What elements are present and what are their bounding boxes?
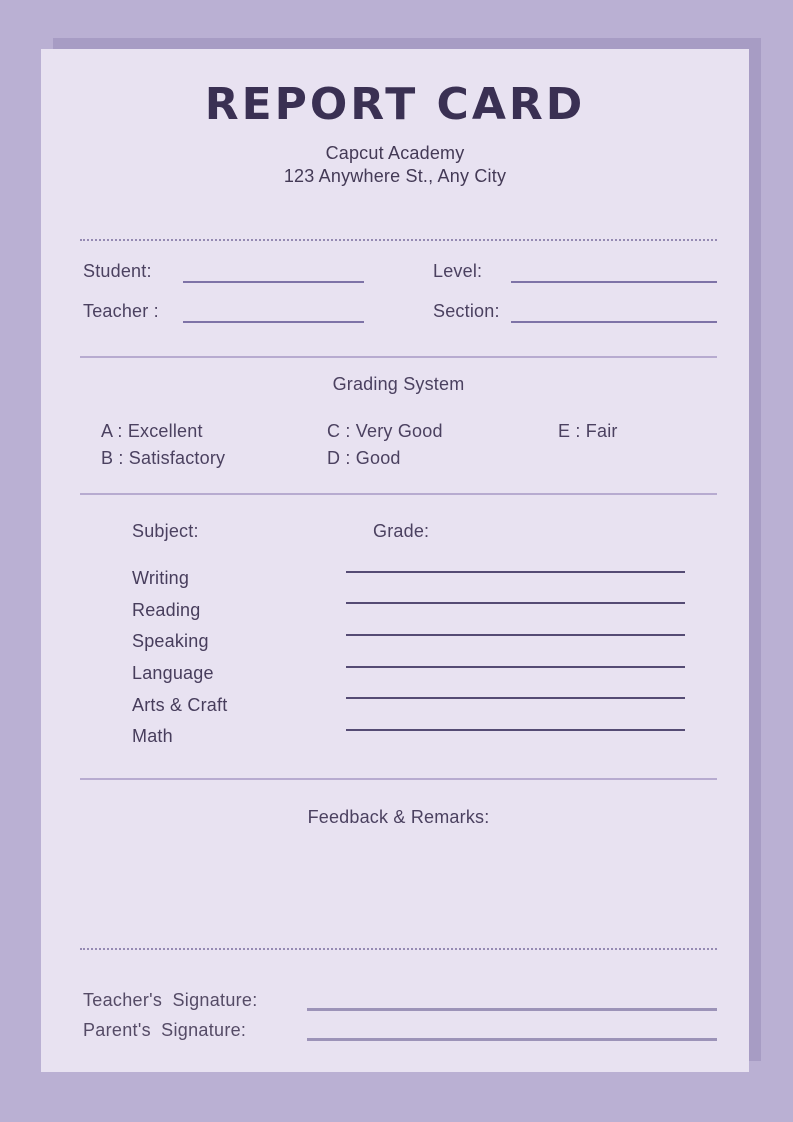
teacher-signature-label: Teacher's Signature:	[83, 989, 258, 1010]
grade-key-e: E : Fair	[558, 421, 618, 441]
grading-column-1	[101, 418, 327, 472]
table-row	[80, 658, 717, 690]
divider-dotted-top	[80, 239, 717, 241]
subjects-table	[80, 563, 717, 753]
level-field-group	[433, 259, 717, 283]
section-field[interactable]	[511, 299, 717, 323]
student-label: Student:	[83, 260, 152, 281]
signatures-section	[80, 985, 717, 1045]
level-field[interactable]	[511, 259, 717, 283]
subject-name: Arts & Craft	[132, 694, 228, 715]
table-row	[80, 563, 717, 595]
divider-solid-1	[80, 356, 717, 358]
grade-key-b: B : Satisfactory	[101, 448, 226, 468]
table-row	[80, 595, 717, 627]
level-label: Level:	[433, 260, 483, 281]
info-row-1	[80, 251, 717, 291]
section-label: Section:	[433, 300, 500, 321]
grade-field-math[interactable]	[346, 729, 685, 731]
teacher-field-group	[83, 299, 364, 323]
subject-name: Math	[132, 726, 173, 747]
parent-signature-field[interactable]	[307, 1038, 717, 1041]
feedback-heading: Feedback & Remarks:	[307, 807, 490, 827]
teacher-signature-row	[80, 985, 717, 1015]
grading-system-legend	[80, 418, 717, 472]
student-info-section	[80, 251, 717, 331]
subjects-table-header	[80, 520, 717, 542]
divider-solid-2	[80, 493, 717, 495]
table-row	[80, 689, 717, 721]
table-row	[80, 721, 717, 753]
grade-key-c: C : Very Good	[327, 421, 443, 441]
subject-name: Language	[132, 663, 214, 684]
student-field[interactable]	[183, 259, 364, 283]
report-card	[41, 49, 749, 1072]
school-address: 123 Anywhere St., Any City	[283, 166, 507, 186]
grade-column-header: Grade:	[373, 521, 430, 541]
grading-column-2	[327, 418, 558, 472]
subject-name: Speaking	[132, 631, 209, 652]
subject-name: Writing	[132, 568, 190, 589]
grading-column-3	[558, 418, 717, 472]
grade-field-language[interactable]	[346, 666, 685, 668]
subject-column-header: Subject:	[132, 521, 199, 541]
grade-key-d: D : Good	[327, 448, 401, 468]
grade-field-writing[interactable]	[346, 571, 685, 573]
teacher-field[interactable]	[183, 299, 364, 323]
table-row	[80, 626, 717, 658]
parent-signature-label: Parent's Signature:	[83, 1019, 247, 1040]
info-row-2	[80, 291, 717, 331]
page-title: REPORT CARD	[204, 79, 586, 130]
grade-field-speaking[interactable]	[346, 634, 685, 636]
section-field-group	[433, 299, 717, 323]
teacher-label: Teacher :	[83, 300, 159, 321]
teacher-signature-field[interactable]	[307, 1008, 717, 1011]
divider-dotted-bottom	[80, 948, 717, 950]
student-field-group	[83, 259, 364, 283]
grade-field-arts-craft[interactable]	[346, 697, 685, 699]
feedback-field[interactable]	[80, 839, 717, 939]
grade-field-reading[interactable]	[346, 602, 685, 604]
divider-solid-3	[80, 778, 717, 780]
subject-name: Reading	[132, 599, 201, 620]
grading-system-heading: Grading System	[332, 374, 465, 394]
grade-key-a: A : Excellent	[101, 421, 203, 441]
parent-signature-row	[80, 1015, 717, 1045]
report-header	[41, 79, 749, 188]
school-name: Capcut Academy	[325, 143, 465, 163]
